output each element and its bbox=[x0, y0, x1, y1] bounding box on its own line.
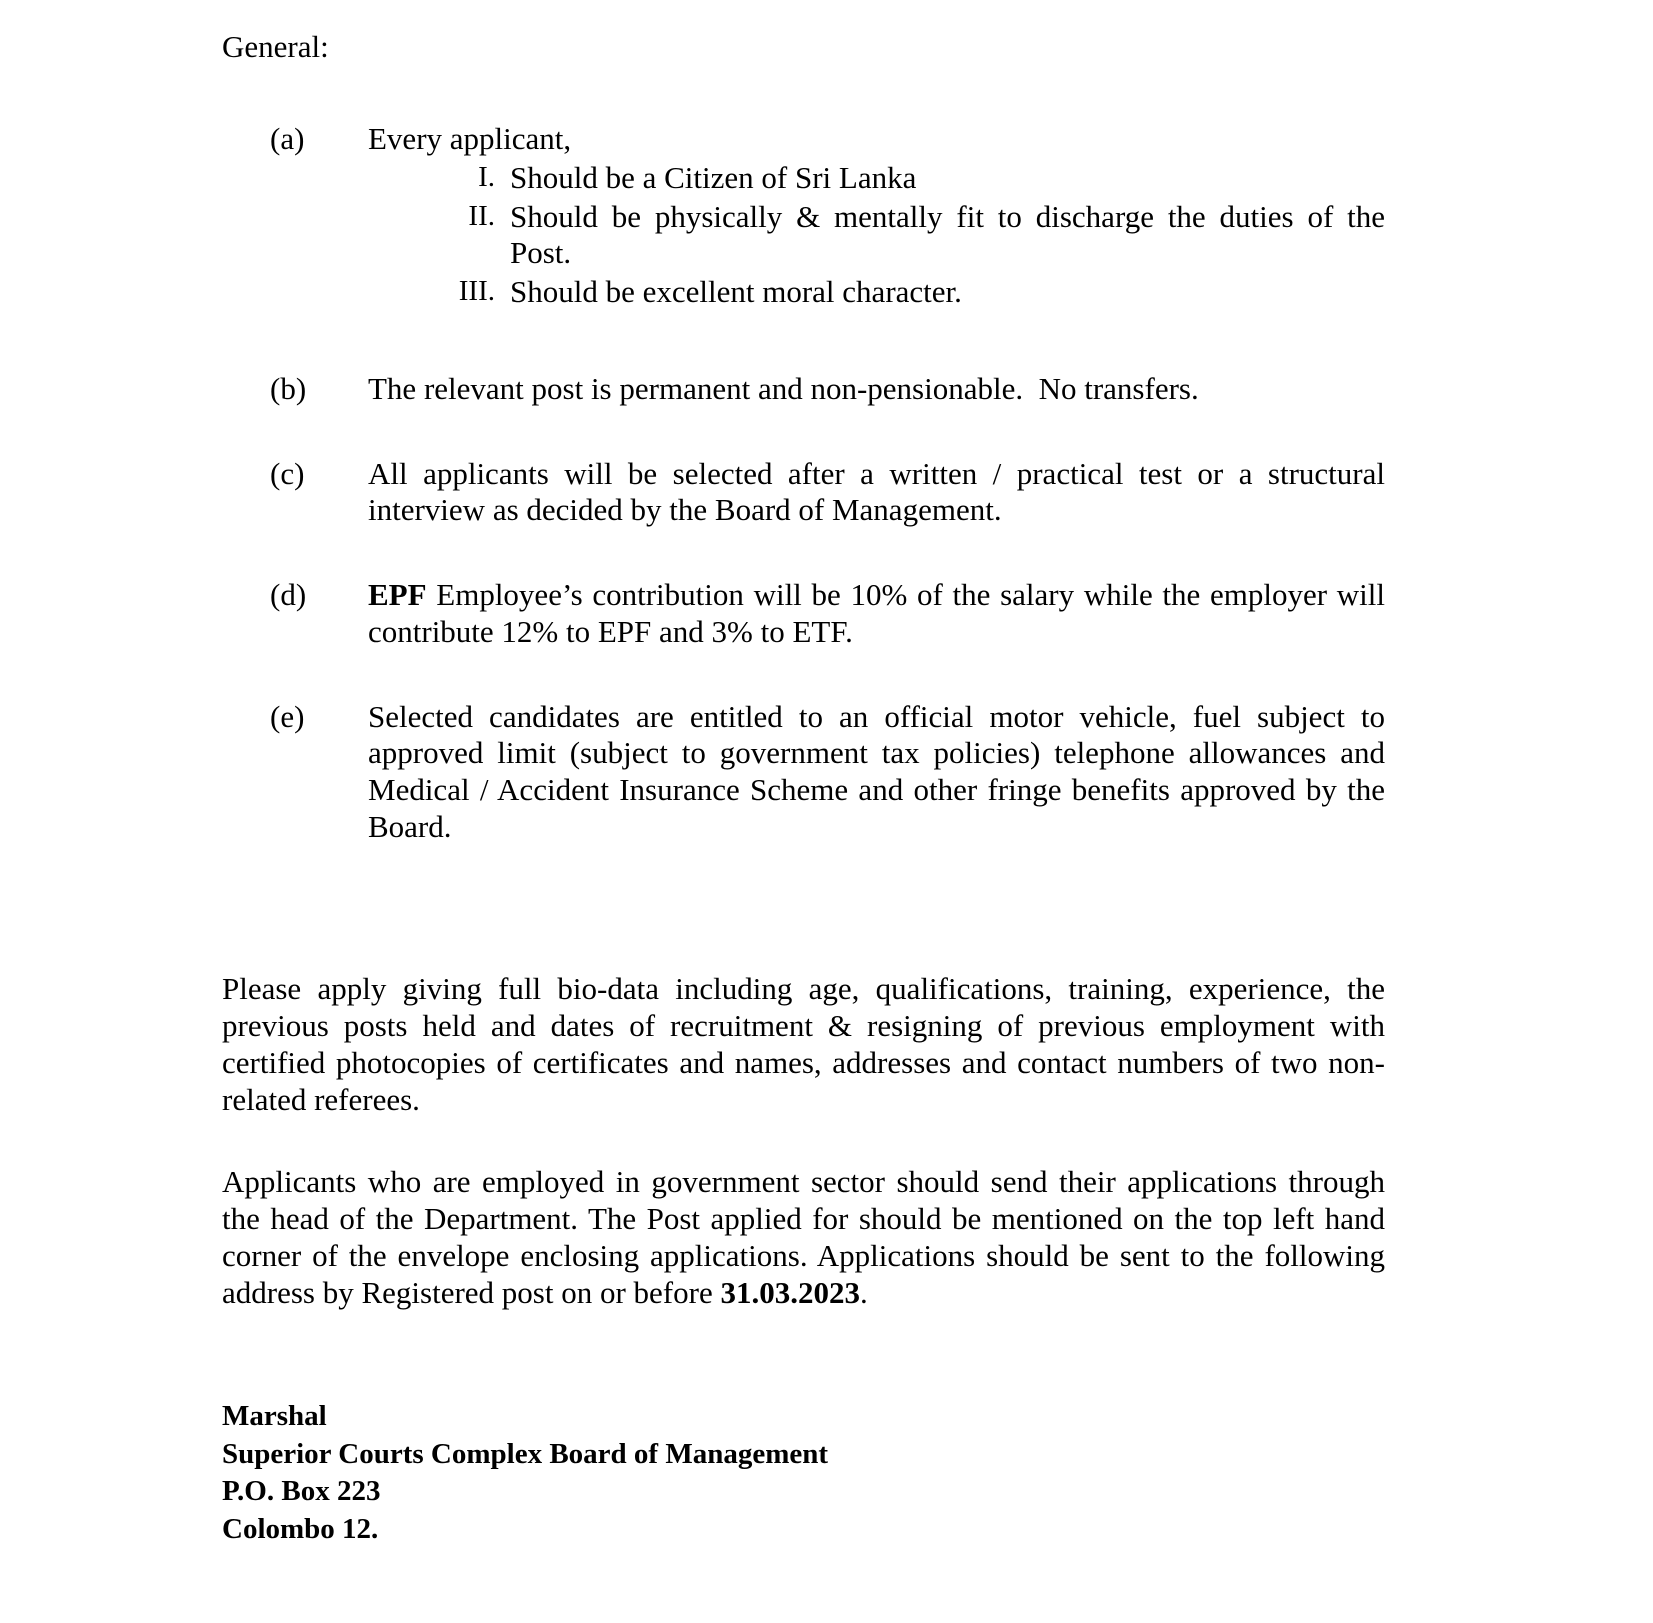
list-item bbox=[222, 699, 1385, 846]
list-item-marker: (b) bbox=[270, 370, 307, 406]
section-spacer bbox=[222, 845, 1385, 971]
sub-list-item-text: Should be physically & mentally fit to discharge the duties of the Post. bbox=[510, 198, 1385, 271]
list-item-marker: (e) bbox=[270, 698, 305, 734]
list-item-text bbox=[368, 577, 1385, 650]
list-item-marker: (c) bbox=[270, 455, 305, 491]
document-content bbox=[222, 28, 1385, 1311]
list-item bbox=[222, 121, 1385, 311]
signature-city: Colombo 12. bbox=[222, 1513, 379, 1546]
sub-list-item-marker: III. bbox=[458, 275, 495, 308]
sub-list-item-marker: I. bbox=[478, 160, 495, 193]
list-item-text: All applicants will be selected after a written / practical test or a structural interview as decided by the Board of Management. bbox=[368, 455, 1385, 528]
sub-list-item bbox=[368, 199, 1385, 272]
page-title: General: bbox=[222, 29, 329, 64]
sub-list-item-marker: II. bbox=[468, 199, 495, 232]
list-item-text: Every applicant, bbox=[368, 121, 572, 157]
submission-paragraph-tail: . bbox=[859, 1274, 868, 1310]
signature-title: Marshal bbox=[222, 1400, 327, 1432]
signature-organisation: Superior Courts Complex Board of Management bbox=[222, 1437, 829, 1470]
list-item bbox=[222, 456, 1385, 529]
list-item-text-bold-prefix: EPF bbox=[368, 577, 427, 613]
list-item-marker: (a) bbox=[270, 121, 305, 157]
signature-block bbox=[222, 1398, 1122, 1549]
list-item bbox=[222, 577, 1385, 650]
list-item-marker: (d) bbox=[270, 577, 307, 613]
sub-list-item-text: Should be a Citizen of Sri Lanka bbox=[510, 159, 917, 195]
list-item-text: The relevant post is permanent and non-pensionable. No transfers. bbox=[368, 370, 1199, 406]
submission-paragraph bbox=[222, 1164, 1385, 1311]
sub-list-item-text: Should be excellent moral character. bbox=[510, 274, 962, 310]
sub-list bbox=[368, 160, 1385, 311]
list-item-text: Selected candidates are entitled to an official motor vehicle, fuel subject to approved limit (subject to government tax policies) telephone allowances and Medical / Accident Insurance Scheme and other fringe benefits approved by the Board. bbox=[368, 698, 1385, 844]
deadline-date: 31.03.2023 bbox=[720, 1274, 860, 1310]
bio-data-paragraph: Please apply giving full bio-data including age, qualifications, training, experience, the previous posts held and dates of recruitment & resigning of previous employment with certified photocopies of certificates and names, addresses and contact numbers of two non-related referees. bbox=[222, 971, 1385, 1117]
sub-list-item bbox=[368, 274, 1385, 311]
general-conditions-list bbox=[222, 121, 1385, 845]
submission-paragraph-text: Applicants who are employed in government sector should send their applications through the head of the Department. The Post applied for should be mentioned on the top left hand corner of the envelope enclosing applications. Applications should be sent to the following address by Registered post on or before bbox=[222, 1164, 1385, 1310]
sub-list-item bbox=[368, 160, 1385, 197]
signature-po-box: P.O. Box 223 bbox=[222, 1475, 381, 1508]
list-item-text-rest: Employee’s contribution will be 10% of the salary while the employer will contribute 12% to EPF and 3% to ETF. bbox=[368, 577, 1385, 649]
list-item bbox=[222, 371, 1385, 408]
